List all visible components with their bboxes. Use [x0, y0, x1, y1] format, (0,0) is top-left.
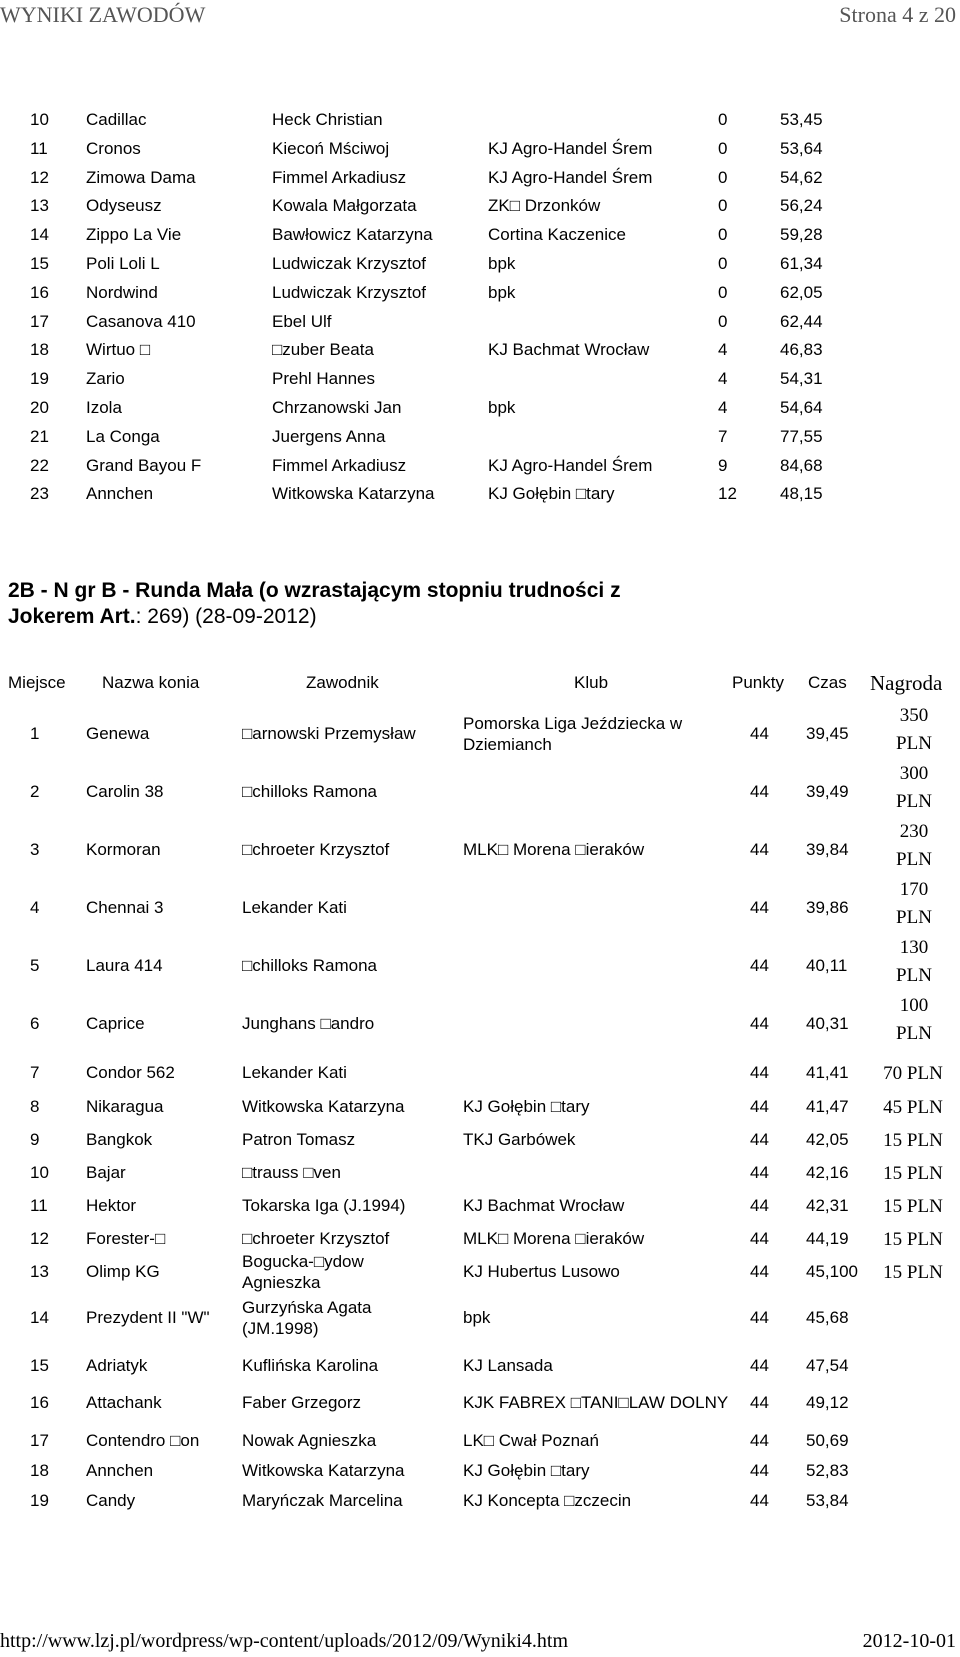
cell-place: 1 — [30, 724, 40, 743]
cell-time: 53,84 — [806, 1491, 849, 1510]
cell-rider: Fimmel Arkadiusz — [272, 167, 407, 187]
cell-points: 44 — [750, 1163, 769, 1182]
cell-time: 46,83 — [780, 340, 823, 360]
cell-points: 0 — [718, 254, 728, 273]
cell-points: 44 — [750, 1461, 769, 1480]
cell-points: 44 — [750, 1014, 769, 1033]
page-number: Strona 4 z 20 — [839, 2, 956, 27]
cell-prize: 70 PLN — [883, 1063, 943, 1084]
cell-points: 4 — [718, 340, 728, 360]
cell-horse: Bangkok — [86, 1130, 153, 1149]
section-heading: 2B - N gr B - Runda Mała (o wzrastającym stopniu trudności z Jokerem Art.: 269) (28-09-2012) — [8, 579, 621, 628]
cell-horse: Hektor — [86, 1196, 137, 1215]
cell-time: 39,86 — [806, 898, 849, 917]
cell-points: 9 — [718, 455, 728, 475]
cell-horse: Poli Loli L — [86, 254, 160, 273]
cell-horse: Attachank — [86, 1393, 162, 1412]
col-header-place: Miejsce — [8, 673, 66, 692]
cell-points: 0 — [718, 225, 728, 245]
cell-club: KJ Agro-Handel Śrem — [488, 167, 653, 187]
cell-place: 19 — [30, 369, 49, 389]
cell-prize: 170 PLN — [896, 879, 932, 928]
cell-rider: Chrzanowski Jan — [272, 398, 402, 417]
cell-horse: Forester-□ — [86, 1229, 166, 1248]
cell-rider: Bogucka-□ydow Agnieszka — [242, 1252, 364, 1292]
cell-horse: Candy — [86, 1491, 136, 1510]
cell-club: KJ Koncepta □zczecin — [463, 1491, 632, 1510]
cell-time: 41,41 — [806, 1063, 849, 1082]
cell-horse: Laura 414 — [86, 956, 163, 975]
cell-points: 0 — [718, 138, 728, 158]
cell-points: 12 — [718, 484, 737, 504]
cell-club: Cortina Kaczenice — [488, 225, 626, 245]
cell-rider: Kuflińska Karolina — [242, 1356, 379, 1375]
cell-rider: Gurzyńska Agata (JM.1998) — [242, 1298, 372, 1338]
cell-time: 48,15 — [780, 484, 823, 504]
cell-time: 39,84 — [806, 840, 849, 859]
cell-horse: Zimowa Dama — [86, 167, 196, 187]
cell-rider: Tokarska Iga (J.1994) — [242, 1196, 406, 1215]
cell-points: 44 — [750, 782, 769, 801]
cell-points: 44 — [750, 840, 769, 859]
cell-place: 8 — [30, 1097, 40, 1116]
cell-points: 44 — [750, 1393, 769, 1412]
cell-time: 50,69 — [806, 1431, 849, 1450]
cell-points: 0 — [718, 196, 728, 216]
cell-time: 53,45 — [780, 110, 823, 129]
cell-place: 21 — [30, 426, 49, 446]
cell-club: bpk — [488, 282, 516, 302]
cell-points: 0 — [718, 110, 728, 129]
cell-prize: 15 PLN — [883, 1229, 943, 1250]
cell-place: 23 — [30, 484, 49, 504]
cell-points: 0 — [718, 311, 728, 331]
cell-place: 7 — [30, 1063, 40, 1082]
cell-place: 12 — [30, 167, 49, 187]
cell-prize: 15 PLN — [883, 1130, 943, 1151]
cell-club: MLK□ Morena □ieraków — [463, 1229, 645, 1248]
cell-points: 0 — [718, 282, 728, 302]
cell-horse: Cadillac — [86, 110, 147, 129]
cell-horse: Nikaragua — [86, 1097, 164, 1116]
cell-horse: Wirtuo □ — [86, 340, 151, 360]
cell-rider: Witkowska Katarzyna — [242, 1097, 405, 1116]
footer-url: http://www.lzj.pl/wordpress/wp-content/uploads/2012/09/Wyniki4.htm — [0, 1630, 568, 1652]
cell-horse: Chennai 3 — [86, 898, 164, 917]
footer-date: 2012-10-01 — [862, 1630, 956, 1652]
cell-club: KJ Gołębin □tary — [463, 1461, 590, 1480]
cell-time: 59,28 — [780, 225, 823, 245]
cell-place: 14 — [30, 225, 49, 245]
document-title: WYNIKI ZAWODÓW — [0, 2, 206, 27]
cell-place: 17 — [30, 311, 49, 331]
cell-place: 6 — [30, 1014, 40, 1033]
cell-time: 49,12 — [806, 1393, 849, 1412]
cell-time: 39,49 — [806, 782, 849, 801]
cell-horse: Zippo La Vie — [86, 225, 182, 245]
cell-horse: Olimp KG — [86, 1262, 160, 1281]
cell-place: 2 — [30, 782, 40, 801]
cell-time: 41,47 — [806, 1097, 849, 1116]
cell-time: 62,05 — [780, 282, 823, 302]
cell-horse: Izola — [86, 398, 122, 417]
cell-horse: Casanova 410 — [86, 311, 196, 331]
cell-place: 10 — [30, 1163, 49, 1182]
cell-prize: 15 PLN — [883, 1262, 943, 1283]
cell-time: 45,100 — [806, 1262, 858, 1281]
cell-rider: Patron Tomasz — [242, 1130, 356, 1149]
cell-points: 44 — [750, 1196, 769, 1215]
cell-club: LK□ Cwał Poznań — [463, 1431, 599, 1450]
cell-prize: 15 PLN — [883, 1196, 943, 1217]
cell-rider: Witkowska Katarzyna — [242, 1461, 405, 1480]
cell-place: 13 — [30, 1262, 49, 1281]
cell-place: 9 — [30, 1130, 40, 1149]
cell-time: 44,19 — [806, 1229, 849, 1248]
cell-place: 22 — [30, 455, 49, 475]
cell-rider: Junghans □andro — [242, 1014, 375, 1033]
cell-time: 47,54 — [806, 1356, 849, 1375]
cell-time: 42,05 — [806, 1130, 849, 1149]
cell-points: 44 — [750, 1308, 769, 1327]
cell-points: 44 — [750, 724, 769, 743]
cell-rider: Lekander Kati — [242, 898, 347, 917]
cell-prize: 45 PLN — [883, 1097, 943, 1118]
cell-rider: Faber Grzegorz — [242, 1393, 362, 1412]
cell-horse: Grand Bayou F — [86, 455, 202, 475]
cell-rider: Prehl Hannes — [272, 369, 376, 389]
cell-club: KJ Lansada — [463, 1356, 553, 1375]
cell-place: 11 — [30, 138, 48, 158]
cell-club: KJ Agro-Handel Śrem — [488, 138, 653, 158]
cell-points: 4 — [718, 398, 728, 417]
cell-time: 42,16 — [806, 1163, 849, 1182]
cell-rider: □chroeter Krzysztof — [242, 1229, 390, 1248]
cell-points: 4 — [718, 369, 728, 389]
cell-time: 61,34 — [780, 254, 823, 273]
cell-horse: Prezydent II "W" — [86, 1308, 210, 1327]
cell-prize: 230 PLN — [896, 821, 932, 870]
cell-time: 42,31 — [806, 1196, 849, 1215]
cell-club: KJ Agro-Handel Śrem — [488, 455, 653, 475]
cell-rider: Heck Christian — [272, 110, 383, 129]
cell-rider: Fimmel Arkadiusz — [272, 455, 407, 475]
cell-points: 44 — [750, 956, 769, 975]
cell-time: 40,11 — [806, 956, 848, 975]
col-header-rider: Zawodnik — [306, 673, 379, 692]
cell-rider: □chilloks Ramona — [242, 956, 377, 975]
cell-place: 14 — [30, 1308, 49, 1327]
cell-horse: Condor 562 — [86, 1063, 175, 1082]
cell-horse: Annchen — [86, 484, 154, 504]
cell-place: 3 — [30, 840, 40, 859]
cell-points: 44 — [750, 1262, 769, 1281]
cell-club: ZK□ Drzonków — [488, 196, 601, 216]
cell-time: 54,62 — [780, 167, 823, 187]
cell-club: Pomorska Liga Jeździecka w Dziemianch — [463, 714, 683, 754]
col-header-time: Czas — [808, 673, 847, 692]
cell-rider: Nowak Agnieszka — [242, 1431, 377, 1450]
cell-points: 44 — [750, 1229, 769, 1248]
cell-club: KJ Gołębin □tary — [488, 484, 615, 504]
cell-horse: Caprice — [86, 1014, 145, 1033]
cell-rider: □chroeter Krzysztof — [242, 840, 390, 859]
col-header-horse: Nazwa konia — [102, 673, 200, 692]
cell-horse: Annchen — [86, 1461, 154, 1480]
cell-place: 10 — [30, 110, 49, 129]
cell-rider: Ebel Ulf — [272, 311, 332, 331]
cell-rider: Juergens Anna — [272, 426, 386, 446]
cell-points: 44 — [750, 1097, 769, 1116]
cell-rider: Ludwiczak Krzysztof — [272, 254, 426, 273]
cell-club: bpk — [463, 1308, 491, 1327]
cell-rider: Bawłowicz Katarzyna — [272, 225, 433, 245]
cell-time: 39,45 — [806, 724, 849, 743]
cell-points: 44 — [750, 898, 769, 917]
cell-time: 77,55 — [780, 426, 823, 446]
cell-points: 44 — [750, 1431, 769, 1450]
cell-club: MLK□ Morena □ieraków — [463, 840, 645, 859]
col-header-points: Punkty — [732, 673, 784, 692]
cell-club: bpk — [488, 254, 516, 273]
cell-prize: 300 PLN — [896, 763, 932, 812]
cell-rider: Lekander Kati — [242, 1063, 347, 1082]
cell-horse: Cronos — [86, 138, 141, 158]
cell-horse: Kormoran — [86, 840, 161, 859]
cell-horse: Contendro □on — [86, 1431, 200, 1450]
cell-place: 19 — [30, 1491, 49, 1510]
cell-club: KJ Hubertus Lusowo — [463, 1262, 620, 1281]
cell-time: 40,31 — [806, 1014, 849, 1033]
col-header-club: Klub — [574, 673, 609, 692]
cell-time: 45,68 — [806, 1308, 849, 1327]
cell-horse: Adriatyk — [86, 1356, 148, 1375]
cell-rider: Kiecoń Mściwoj — [272, 138, 390, 158]
cell-club: bpk — [488, 398, 516, 417]
cell-points: 0 — [718, 167, 728, 187]
cell-club: TKJ Garbówek — [463, 1130, 576, 1149]
cell-horse: Odyseusz — [86, 196, 162, 216]
cell-prize: 130 PLN — [896, 937, 932, 986]
cell-club: KJK FABREX □TANI□LAW DOLNY — [463, 1393, 729, 1412]
cell-horse: Genewa — [86, 724, 150, 743]
cell-rider: □trauss □ven — [242, 1163, 341, 1182]
cell-rider: Witkowska Katarzyna — [272, 484, 435, 504]
cell-points: 44 — [750, 1356, 769, 1375]
cell-place: 16 — [30, 282, 49, 302]
cell-rider: □arnowski Przemysław — [242, 724, 416, 743]
cell-place: 15 — [30, 254, 49, 273]
cell-points: 7 — [718, 426, 728, 446]
cell-horse: Bajar — [86, 1163, 126, 1182]
cell-place: 11 — [30, 1196, 48, 1215]
cell-prize: 350 PLN — [896, 705, 932, 754]
cell-time: 54,64 — [780, 398, 823, 417]
cell-horse: Carolin 38 — [86, 782, 164, 801]
cell-time: 84,68 — [780, 455, 823, 475]
cell-prize: 15 PLN — [883, 1163, 943, 1184]
cell-horse: Nordwind — [86, 282, 158, 302]
cell-horse: Zario — [86, 369, 125, 389]
cell-points: 44 — [750, 1130, 769, 1149]
cell-points: 44 — [750, 1063, 769, 1082]
cell-rider: Maryńczak Marcelina — [242, 1491, 403, 1510]
cell-points: 44 — [750, 1491, 769, 1510]
cell-place: 17 — [30, 1431, 49, 1450]
cell-time: 52,83 — [806, 1461, 849, 1480]
cell-place: 5 — [30, 956, 40, 975]
cell-time: 56,24 — [780, 196, 823, 216]
col-header-prize: Nagroda — [870, 671, 943, 695]
cell-place: 13 — [30, 196, 49, 216]
cell-rider: Kowala Małgorzata — [272, 196, 417, 216]
cell-time: 54,31 — [780, 369, 823, 389]
cell-place: 15 — [30, 1356, 49, 1375]
cell-time: 53,64 — [780, 138, 823, 158]
cell-time: 62,44 — [780, 311, 823, 331]
cell-place: 18 — [30, 1461, 49, 1480]
cell-place: 12 — [30, 1229, 49, 1248]
cell-rider: Ludwiczak Krzysztof — [272, 282, 426, 302]
cell-club: KJ Bachmat Wrocław — [488, 340, 650, 360]
cell-rider: □chilloks Ramona — [242, 782, 377, 801]
cell-place: 20 — [30, 398, 49, 417]
cell-horse: La Conga — [86, 426, 160, 446]
cell-place: 18 — [30, 340, 49, 360]
cell-club: KJ Gołębin □tary — [463, 1097, 590, 1116]
cell-place: 4 — [30, 898, 40, 917]
cell-rider: □zuber Beata — [272, 340, 374, 360]
cell-place: 16 — [30, 1393, 49, 1412]
cell-prize: 100 PLN — [896, 995, 932, 1044]
cell-club: KJ Bachmat Wrocław — [463, 1196, 625, 1215]
